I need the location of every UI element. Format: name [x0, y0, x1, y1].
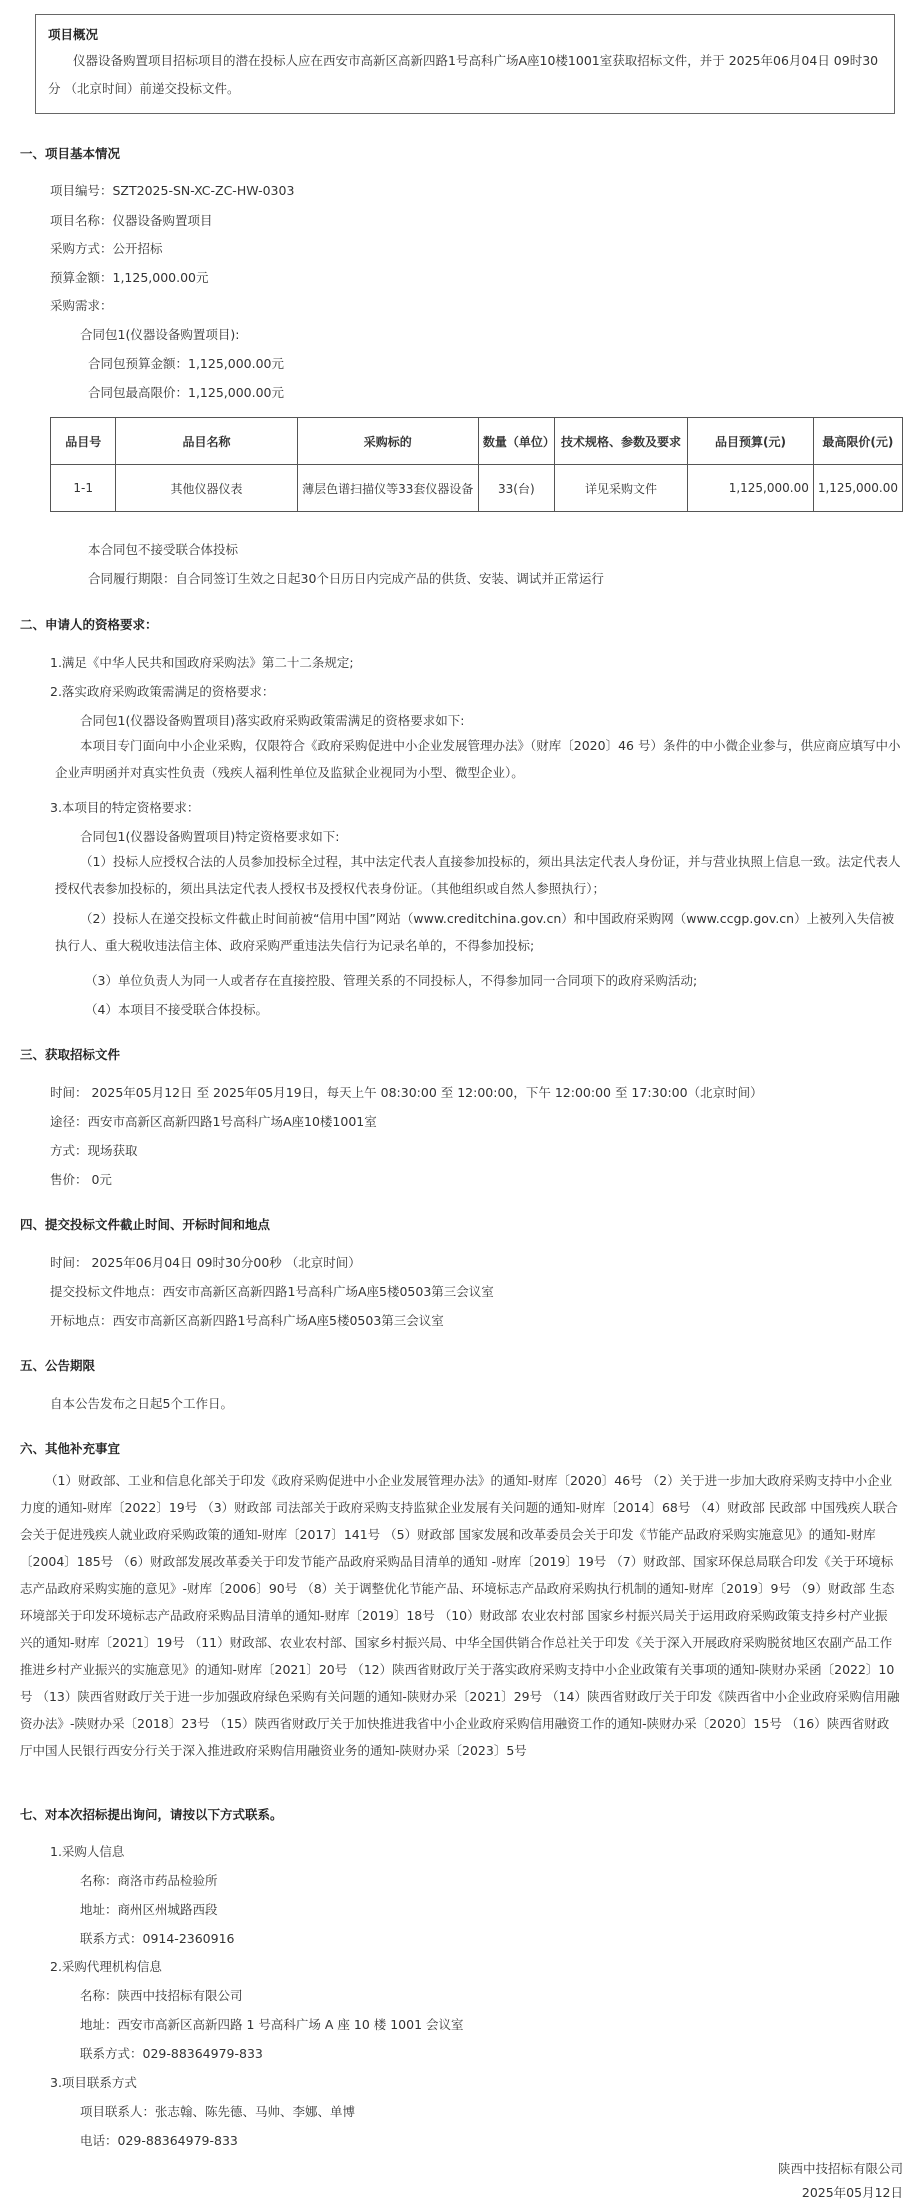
obtain-way: 方式：现场获取 [50, 1143, 138, 1158]
requirement-3: 3.本项目的特定资格要求： [50, 800, 200, 815]
overview-box [35, 14, 895, 114]
obtain-time: 时间： 2025年05月12日 至 2025年05月19日，每天上午 08:30:00 至 12:00:00，下午 12:00:00 至 17:30:00（北京时间） [50, 1085, 763, 1100]
requirement-3-item-4: （4）本项目不接受联合体投标。 [85, 1002, 268, 1017]
opening-place: 开标地点：西安市高新区高新四路1号高科广场A座5楼0503第三会议室 [50, 1313, 444, 1328]
table-row [51, 465, 903, 512]
agency-address: 地址：西安市高新区高新四路 1 号高科广场 A 座 10 楼 1001 会议室 [80, 2017, 464, 2032]
requirement-2-text: 本项目专门面向中小企业采购，仅限符合《政府采购促进中小企业发展管理办法》（财库〔2020〕46 号）条件的中小微企业参与，供应商应填写中小企业声明函并对真实性负责（残疾人福利性单位及监狱企业视同为小型、微型企业）。 [55, 738, 901, 780]
budget-amount: 预算金额：1,125,000.00元 [50, 270, 209, 285]
cell-max-price: 1,125,000.00 [813, 465, 902, 512]
header-spec: 技术规格、参数及要求 [554, 418, 687, 465]
cell-item-budget: 1,125,000.00 [688, 465, 814, 512]
agency-info-title: 2.采购代理机构信息 [50, 1959, 162, 1974]
procurement-demand-label: 采购需求： [50, 298, 113, 313]
purchaser-contact: 联系方式：0914-2360916 [80, 1931, 235, 1946]
procurement-method: 采购方式：公开招标 [50, 241, 163, 256]
items-table [50, 417, 903, 512]
package-max-price: 合同包最高限价：1,125,000.00元 [88, 385, 284, 400]
contract-package: 合同包1(仪器设备购置项目): [80, 327, 240, 342]
purchaser-info-title: 1.采购人信息 [50, 1844, 125, 1859]
submit-place: 提交投标文件地点：西安市高新区高新四路1号高科广场A座5楼0503第三会议室 [50, 1284, 494, 1299]
requirement-2-sub: 合同包1(仪器设备购置项目)落实政府采购政策需满足的资格要求如下: [80, 713, 465, 728]
requirement-3-item-2: （2）投标人在递交投标文件截止时间前被“信用中国”网站（www.creditchina.gov.cn）和中国政府采购网（www.ccgp.gov.cn）上被列入失信被执行人、重大税收违法信主体、政府采购严重违法失信行为记录名单的，不得参加投标; [55, 911, 895, 953]
cell-spec: 详见采购文件 [554, 465, 687, 512]
requirement-3-sub: 合同包1(仪器设备购置项目)特定资格要求如下: [80, 829, 340, 844]
header-item-no: 品目号 [51, 418, 116, 465]
requirement-2: 2.落实政府采购政策需满足的资格要求： [50, 684, 275, 699]
requirement-3-item-1: （1）投标人应授权合法的人员参加投标全过程，其中法定代表人直接参加投标的，须出具法定代表人身份证，并与营业执照上信息一致。法定代表人授权代表参加投标的，须出具法定代表人授权书及授权代表身份证。（其他组织或自然人参照执行）； [55, 854, 901, 896]
footer-date: 2025年05月12日 [801, 2185, 903, 2200]
deadline-time: 时间： 2025年06月04日 09时30分00秒 （北京时间） [50, 1255, 361, 1270]
header-subject: 采购标的 [297, 418, 478, 465]
overview-title: 项目概况 [48, 27, 99, 42]
section-5-title: 五、公告期限 [20, 1358, 96, 1373]
agency-contact: 联系方式：029-88364979-833 [80, 2046, 263, 2061]
supplementary-text: （1）财政部、工业和信息化部关于印发《政府采购促进中小企业发展管理办法》的通知-财库〔2020〕46号 （2）关于进一步加大政府采购支持中小企业力度的通知-财库〔2022〕19号 （3）财政部 司法部关于政府采购支持监狱企业发展有关问题的通知-财库〔2014〕68号 （4）财政部 民政部 中国残疾人联合会关于促进残疾人就业政府采购政策的通知-财库〔2017〕141号 （5）财政部 国家发展和改革委员会关于印发《节能产品政府采购实施意见》的通知-财库〔2004〕185号 （6）财政部发展改革委关于印发节能产品政府采购品目清单的通知 -财库〔2019〕19号 （7）财政部、国家环保总局联合印发《关于环境标志产品政府采购实施的意见》-财库〔2006〕90号 （8）关于调整优化节能产品、环境标志产品政府采购执行机制的通知-财库〔2019〕9号 （9）财政部 生态环境部关于印发环境标志产品政府采购品目清单的通知-财库〔2019〕18号 （10）财政部 农业农村部 国家乡村振兴局关于运用政府采购政策支持乡村产业振兴的通知-财库〔2021〕19号 （11）财政部、农业农村部、国家乡村振兴局、中华全国供销合作总社关于印发《关于深入开展政府采购脱贫地区农副产品工作推进乡村产业振兴的实施意见》的通知-财库〔2021〕20号 （12）陕西省财政厅关于落实政府采购支持中小企业政策有关事项的通知-陕财办采函〔2022〕10号 （13）陕西省财政厅关于进一步加强政府绿色采购有关问题的通知-陕财办采〔2021〕29号 （14）陕西省财政厅关于印发《陕西省中小企业政府采购信用融资办法》-陕财办采〔2018〕23号 （15）陕西省财政厅关于加快推进我省中小企业政府采购信用融资工作的通知-陕财办采〔2020〕15号 （16）陕西省财政厅中国人民银行西安分行关于深入推进政府采购信用融资业务的通知-陕财办采〔2023〕5号 [20, 1473, 900, 1758]
cell-item-name: 其他仪器仪表 [116, 465, 297, 512]
requirement-1: 1.满足《中华人民共和国政府采购法》第二十二条规定; [50, 655, 354, 670]
obtain-place: 途径：西安市高新区高新四路1号高科广场A座10楼1001室 [50, 1114, 377, 1129]
section-7-title: 七、对本次招标提出询问，请按以下方式联系。 [20, 1807, 283, 1822]
header-quantity: 数量（单位） [478, 418, 554, 465]
section-4-title: 四、提交投标文件截止时间、开标时间和地点 [20, 1217, 271, 1232]
header-item-name: 品目名称 [116, 418, 297, 465]
obtain-price: 售价： 0元 [50, 1172, 112, 1187]
purchaser-address: 地址：商州区州城路西段 [80, 1902, 218, 1917]
header-item-budget: 品目预算(元) [688, 418, 814, 465]
header-max-price: 最高限价(元) [813, 418, 902, 465]
project-number: 项目编号：SZT2025-SN-XC-ZC-HW-0303 [50, 183, 295, 198]
footer-company: 陕西中技招标有限公司 [777, 2161, 903, 2176]
purchaser-name: 名称：商洛市药品检验所 [80, 1873, 218, 1888]
section-3-title: 三、获取招标文件 [20, 1047, 121, 1062]
project-contact-phone: 电话：029-88364979-833 [80, 2133, 238, 2148]
notice-period-text: 自本公告发布之日起5个工作日。 [50, 1396, 233, 1411]
section-2-title: 二、申请人的资格要求： [20, 617, 158, 632]
section-1-title: 一、项目基本情况 [20, 146, 121, 161]
package-budget: 合同包预算金额：1,125,000.00元 [88, 356, 284, 371]
agency-name: 名称：陕西中技招标有限公司 [80, 1988, 243, 2003]
cell-item-no: 1-1 [51, 465, 116, 512]
project-contact-person: 项目联系人：张志翰、陈先德、马帅、李娜、单博 [80, 2104, 356, 2119]
requirement-3-item-3: （3）单位负责人为同一人或者存在直接控股、管理关系的不同投标人，不得参加同一合同项下的政府采购活动; [85, 973, 698, 988]
cell-subject: 薄层色谱扫描仪等33套仪器设备 [297, 465, 478, 512]
no-consortium-note: 本合同包不接受联合体投标 [88, 542, 239, 557]
table-header-row [51, 418, 903, 465]
section-6-title: 六、其他补充事宜 [20, 1441, 121, 1456]
project-name: 项目名称：仪器设备购置项目 [50, 213, 213, 228]
overview-text: 仪器设备购置项目招标项目的潜在投标人应在西安市高新区高新四路1号高科广场A座10楼1001室获取招标文件，并于 2025年06月04日 09时30分 （北京时间）前递交投标文件。 [48, 53, 879, 96]
contract-period: 合同履行期限：自合同签订生效之日起30个日历日内完成产品的供货、安装、调试并正常运行 [88, 571, 604, 586]
project-contact-title: 3.项目联系方式 [50, 2075, 137, 2090]
cell-quantity: 33(台) [478, 465, 554, 512]
